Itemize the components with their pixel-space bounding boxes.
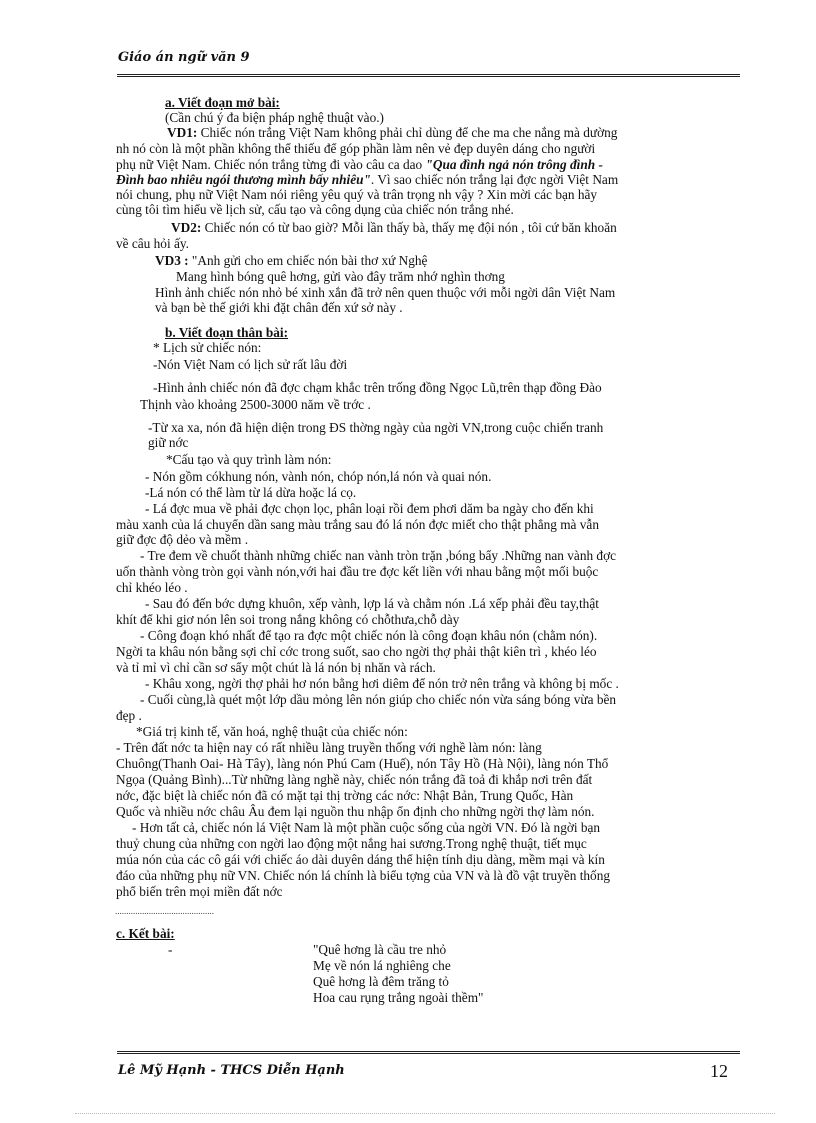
vd2-label: VD2: xyxy=(171,220,202,235)
text-line: Ngọa (Quảng Bình)...Từ những làng nghề này, chiếc nón trắng đã toả đi khắp nơi trên đất xyxy=(116,772,593,787)
text-line: nói chung, phụ nữ Việt Nam nói riêng yêu quý và trân trọng nh vậy ? Xin mời các bạn hãy xyxy=(116,187,598,202)
text-line: -Hình ảnh chiếc nón đã đợc chạm khắc trên trống đồng Ngọc Lũ,trên thạp đồng Đào xyxy=(153,380,602,395)
text-line: - Cuối cùng,là quét một lớp dầu mỏng lên nón giúp cho chiếc nón vừa sáng bóng vừa bền xyxy=(140,692,617,707)
text-span: "Anh gửi cho em chiếc nón bài thơ xứ Nghệ xyxy=(188,253,428,268)
text-line: và tỉ mỉ vì chỉ cần sơ sẩy một chút là lá nón bị nhăn và rách. xyxy=(116,660,436,675)
text-line: - Lá đợc mua về phải đợc chọn lọc, phân loại rồi đem phơi dăm ba ngày cho đến khi xyxy=(145,501,594,516)
text-span: . Vì sao chiếc nón trắng lại đợc ngời Việt Nam xyxy=(370,172,619,187)
footer-divider xyxy=(117,1051,740,1054)
header-divider xyxy=(117,74,740,77)
text-line: giữ đợc độ dẻo và mềm . xyxy=(116,532,249,547)
poem-line: Hoa cau rụng trắng ngoài thềm" xyxy=(313,990,484,1005)
text-line: Quốc và nhiều nớc châu Âu đem lại nguồn thu nhập ổn định cho những ngời thợ làm nón. xyxy=(116,804,595,819)
section-c-heading: c. Kết bài: xyxy=(116,926,175,941)
text-line: múa nón của các cô gái với chiếc áo dài duyên dáng thể hiện tính dịu dàng, mềm mại và kín xyxy=(116,852,605,867)
section-a-heading: a. Viết đoạn mở bài: xyxy=(165,95,280,110)
text-line: Hình ảnh chiếc nón nhỏ bé xinh xắn đã trở nên quen thuộc với mỗi ngời dân Việt Nam xyxy=(155,285,616,300)
quote-span: "Qua đình ngả nón trông đình - xyxy=(425,157,603,172)
page-number: 12 xyxy=(710,1061,728,1081)
text-line: - xyxy=(168,942,173,957)
text-line: *Giá trị kinh tế, văn hoá, nghệ thuật của chiếc nón: xyxy=(136,724,408,739)
text-line: - Nón gồm cókhung nón, vành nón, chóp nón,lá nón và quai nón. xyxy=(145,469,492,484)
footer-author: Lê Mỹ Hạnh - THCS Diễn Hạnh xyxy=(118,1063,345,1078)
text-line: phổ biến trên mọi miền đất nớc xyxy=(116,884,283,899)
text-line: Mang hình bóng quê hơng, gửi vào đây trăm nhớ nghìn thơng xyxy=(176,269,505,284)
text-line xyxy=(171,220,617,235)
text-line: - Công đoạn khó nhất để tạo ra đợc một chiếc nón là công đoạn khâu nón (chằm nón). xyxy=(140,628,598,643)
page-header-title: Giáo án ngữ văn 9 xyxy=(118,50,250,65)
text-line: (Cần chú ý đa biện pháp nghệ thuật vào.) xyxy=(165,110,384,125)
text-line: - Tre đem về chuốt thành những chiếc nan vành tròn trặn ,bóng bẩy .Những nan vành đợc xyxy=(140,548,617,563)
text-line: *Cấu tạo và quy trình làm nón: xyxy=(166,452,332,467)
text-line: nh nó còn là một phần không thể thiếu để góp phần làm nên vẻ đẹp duyên dáng cho người xyxy=(116,141,596,156)
text-line: Ngời ta khâu nón bằng sợi chỉ cớc trong suốt, sao cho ngời thợ phải thật kiên trì , khéo léo xyxy=(116,644,597,659)
text-line: màu xanh của lá chuyển dần sang màu trắng sau đó lá nón đợc miết cho thật phẳng mà vẫn xyxy=(116,517,599,532)
poem-line: Quê hơng là đêm trăng tỏ xyxy=(313,974,449,989)
text-line: -Từ xa xa, nón đã hiện diện trong ĐS thờng ngày của ngời VN,trong cuộc chiến tranh xyxy=(148,420,604,435)
text-line: thuỷ chung của những con ngời lao động một nắng hai sương.Trong nghệ thuật, tiết mục xyxy=(116,836,587,851)
text-line: khít để khi giơ nón lên soi trong nắng không có chỗthưa,chỗ dày xyxy=(116,612,460,627)
section-b-heading: b. Viết đoạn thân bài: xyxy=(165,325,289,340)
text-line: uốn thành vòng tròn gọi vành nón,với hai đầu tre đợc kết liền với nhau bằng một mối buộc xyxy=(116,564,599,579)
dotted-separator: ............................................ xyxy=(115,906,214,916)
text-line: -Nón Việt Nam có lịch sử rất lâu đời xyxy=(153,357,348,372)
text-span: phụ nữ Việt Nam. Chiếc nón trắng từng đi vào câu ca dao xyxy=(116,157,426,172)
text-line: - Sau đó đến bớc dựng khuôn, xếp vành, lợp lá và chằm nón .Lá xếp phải đều tay,thật xyxy=(145,596,599,611)
text-line: Chuông(Thanh Oai- Hà Tây), làng nón Phú Cam (Huế), nón Tây Hồ (Hà Nội), làng nón Thổ xyxy=(116,756,609,771)
text-line: - Hơn tất cả, chiếc nón lá Việt Nam là một phần cuộc sống của ngời VN. Đó là ngời bạn xyxy=(132,820,601,835)
text-line xyxy=(116,172,618,187)
poem-line: "Quê hơng là cầu tre nhỏ xyxy=(313,942,447,957)
text-line: đáo của những phụ nữ VN. Chiếc nón lá chính là biểu tợng của VN và là đồ vật truyền thống xyxy=(116,868,610,883)
text-line: và bạn bè thế giới khi đặt chân đến xứ sở này . xyxy=(155,300,403,315)
text-line: đẹp . xyxy=(116,708,142,723)
text-line: - Trên đất nớc ta hiện nay có rất nhiều làng truyền thống với nghề làm nón: làng xyxy=(116,740,542,755)
page-bottom-rule xyxy=(75,1113,775,1114)
text-line: -Lá nón có thể làm từ lá dừa hoặc lá cọ. xyxy=(145,485,357,500)
text-line: chỉ khéo léo . xyxy=(116,580,188,595)
text-line: cùng tôi tìm hiểu về lịch sử, cấu tạo và công dụng của chiếc nón trắng nhé. xyxy=(116,202,514,217)
text-line xyxy=(116,157,603,172)
text-line: nớc, đặc biệt là chiếc nón đã có mặt tại thị trờng các nớc: Nhật Bản, Trung Quốc, Hàn xyxy=(116,788,574,803)
vd3-label: VD3 : xyxy=(155,253,189,268)
text-span: Chiếc nón có từ bao giờ? Mỗi lần thấy bà, thấy mẹ đội nón , tôi cứ băn khoăn xyxy=(201,220,617,235)
text-line: Thịnh vào khoảng 2500-3000 năm về trớc . xyxy=(140,397,371,412)
quote-span: Đình bao nhiêu ngói thương mình bấy nhiêu" xyxy=(116,172,371,187)
poem-line: Mẹ về nón lá nghiêng che xyxy=(313,958,451,973)
vd1-label: VD1: xyxy=(167,125,198,140)
text-span: Chiếc nón trắng Việt Nam không phải chỉ dùng để che ma che nắng mà dường xyxy=(197,125,618,140)
text-line: - Khâu xong, ngời thợ phải hơ nón bằng hơi diêm để nón trở nên trắng và không bị mốc . xyxy=(145,676,619,691)
text-line: giữ nớc xyxy=(148,435,189,450)
text-line xyxy=(167,125,617,140)
text-line: * Lịch sử chiếc nón: xyxy=(153,340,262,355)
text-line: về câu hỏi ấy. xyxy=(116,236,189,251)
text-line xyxy=(155,253,427,268)
